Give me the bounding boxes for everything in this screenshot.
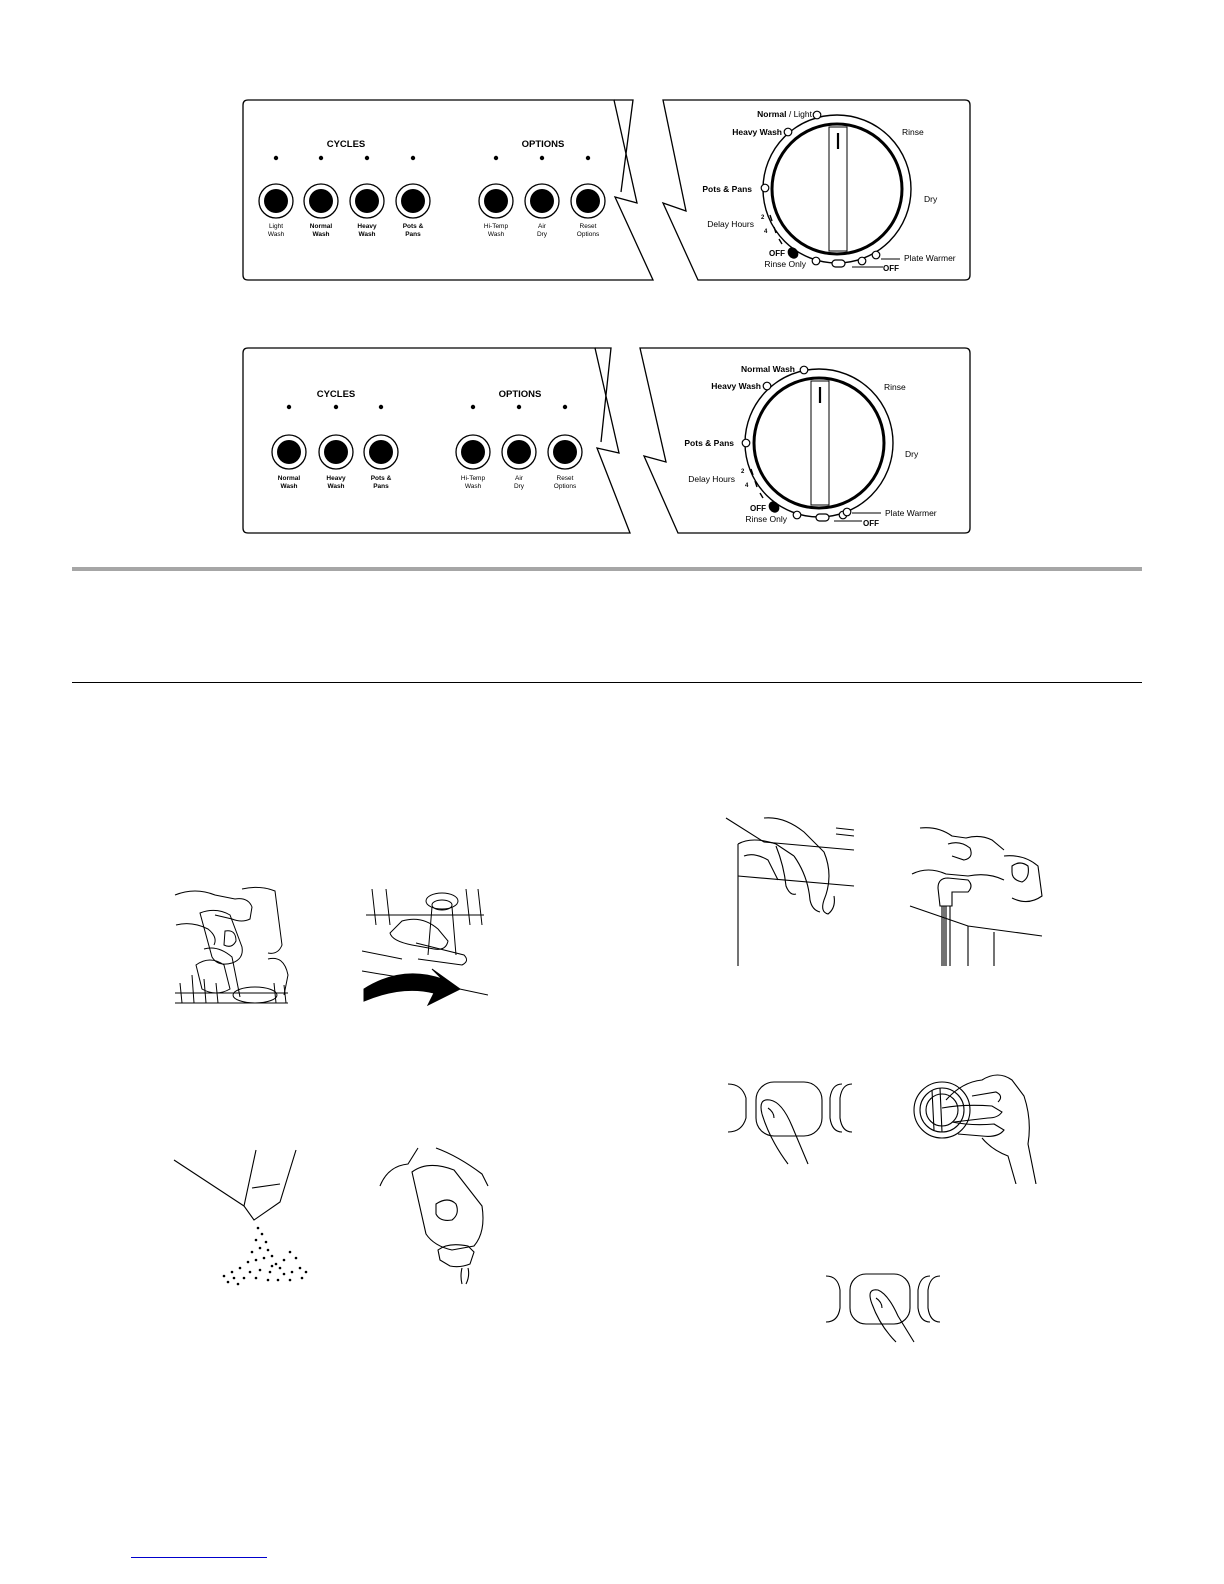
dial-label-dry: Dry — [905, 449, 919, 459]
indicator-light — [411, 156, 415, 160]
dial-position-marker — [742, 439, 750, 447]
button-label: Wash — [280, 483, 298, 490]
control-panel-1 — [240, 97, 972, 293]
button-label: Pans — [373, 483, 389, 490]
button-label: Options — [576, 231, 600, 238]
dial-label-delay-2: 2 — [761, 215, 765, 221]
button-label: Reset — [556, 475, 574, 482]
button-label: Air — [515, 475, 523, 482]
dial-label-delay-hours: Delay Hours — [688, 474, 735, 484]
dial-label-normal-wash: Normal Wash — [740, 364, 795, 374]
dial-label-heavy-wash: Heavy Wash — [732, 127, 782, 137]
control-panel-2-drawing — [240, 345, 972, 541]
indicator-light — [334, 405, 338, 409]
dial-label-delay-hours: Delay Hours — [707, 219, 754, 229]
dial-label-rinse-only: Rinse Only — [745, 514, 787, 524]
options-heading: OPTIONS — [498, 389, 542, 400]
pressing-cycle-button-illustration — [724, 1078, 856, 1166]
dial-position-marker — [812, 257, 820, 265]
button-label: Pans — [405, 231, 421, 238]
indicator-light — [365, 156, 369, 160]
cycle-button-heavy-wash[interactable] — [350, 156, 384, 238]
option-button-air-dry[interactable] — [525, 156, 559, 238]
section-rule-top — [72, 567, 1142, 571]
cycle-button-heavy-wash[interactable] — [319, 405, 353, 490]
button-label: Hi-Temp — [483, 223, 509, 230]
turning-dial-illustration — [912, 1060, 1040, 1184]
dial-label-normal-light: Normal / Light — [757, 109, 812, 119]
dial-label-off-right: OFF — [883, 264, 899, 273]
button-label: Dry — [536, 231, 548, 238]
dial-label-pots-pans: Pots & Pans — [684, 438, 734, 448]
indicator-light — [586, 156, 590, 160]
button-label: Light — [268, 223, 284, 230]
dial-label-dry: Dry — [924, 194, 938, 204]
button-label: Hi-Temp — [460, 475, 486, 482]
dial-position-marker — [761, 184, 769, 192]
dial-label-plate-warmer: Plate Warmer — [885, 508, 937, 518]
footer-link-underline — [131, 1557, 267, 1558]
dial-position-marker — [784, 128, 792, 136]
indicator-light — [517, 405, 521, 409]
dial-label-rinse: Rinse — [902, 127, 924, 137]
dial-label-off-right: OFF — [863, 519, 879, 528]
dial-label-off: OFF — [750, 504, 766, 513]
cycle-button-pots-pans[interactable] — [364, 405, 398, 490]
button-label: Dry — [513, 483, 525, 490]
button-label: Reset — [579, 223, 597, 230]
button-label: Wash — [487, 231, 505, 238]
dial-label-off: OFF — [769, 249, 785, 258]
option-button-hi-temp-wash[interactable] — [479, 156, 513, 238]
dial-position-marker — [816, 514, 829, 521]
spray-arm-illustration — [362, 885, 488, 1007]
cycle-dial[interactable] — [742, 366, 893, 521]
indicator-light — [494, 156, 498, 160]
option-button-hi-temp-wash[interactable] — [456, 405, 490, 490]
dial-label-pots-pans: Pots & Pans — [702, 184, 752, 194]
pressing-start-button-illustration — [822, 1272, 944, 1344]
button-label: Wash — [267, 231, 285, 238]
powder-detergent-illustration — [172, 1148, 310, 1286]
dial-position-marker — [832, 260, 845, 267]
control-panel-2 — [240, 345, 972, 541]
dial-label-heavy-wash: Heavy Wash — [711, 381, 761, 391]
button-label: Options — [553, 483, 577, 490]
option-button-reset-options[interactable] — [548, 405, 582, 490]
option-button-reset-options[interactable] — [571, 156, 605, 238]
button-label: Wash — [358, 231, 376, 238]
loading-dishes-illustration — [170, 885, 290, 1007]
button-label: Pots & — [402, 223, 424, 230]
dial-label-delay-4: 4 — [745, 483, 749, 489]
dial-position-marker — [763, 382, 771, 390]
indicator-light — [563, 405, 567, 409]
cycle-dial[interactable] — [761, 111, 911, 267]
indicator-light — [540, 156, 544, 160]
cycles-heading: CYCLES — [326, 139, 366, 150]
button-label: Wash — [327, 483, 345, 490]
indicator-light — [319, 156, 323, 160]
dial-label-plate-warmer: Plate Warmer — [904, 253, 956, 263]
cycles-heading: CYCLES — [316, 389, 356, 400]
indicator-light — [287, 405, 291, 409]
cycle-button-light-wash[interactable] — [259, 156, 293, 238]
cycle-button-pots-pans[interactable] — [396, 156, 430, 238]
closing-door-illustration — [724, 816, 858, 968]
button-label: Pots & — [370, 475, 392, 482]
button-label: Normal — [277, 475, 301, 482]
dial-label-delay-2: 2 — [741, 469, 745, 475]
indicator-light — [471, 405, 475, 409]
button-label: Wash — [464, 483, 482, 490]
section-rule-bottom — [72, 682, 1142, 683]
button-label: Heavy — [326, 475, 346, 482]
running-hot-water-illustration — [908, 826, 1044, 968]
option-button-air-dry[interactable] — [502, 405, 536, 490]
button-label: Normal — [309, 223, 333, 230]
dial-position-marker — [858, 257, 866, 265]
button-label: Air — [538, 223, 546, 230]
dial-position-marker — [813, 111, 821, 119]
dial-label-rinse: Rinse — [884, 382, 906, 392]
cycle-button-normal-wash[interactable] — [272, 405, 306, 490]
liquid-detergent-illustration — [378, 1146, 494, 1286]
button-label: Heavy — [357, 223, 377, 230]
button-label: Wash — [312, 231, 330, 238]
dial-label-rinse-only: Rinse Only — [764, 259, 806, 269]
options-heading: OPTIONS — [521, 139, 565, 150]
dial-label-delay-4: 4 — [764, 229, 768, 235]
indicator-light — [274, 156, 278, 160]
dial-position-marker — [800, 366, 808, 374]
indicator-light — [379, 405, 383, 409]
control-panel-1-drawing — [240, 97, 972, 293]
cycle-button-normal-wash[interactable] — [304, 156, 338, 238]
dial-position-marker — [793, 511, 801, 519]
dial-position-marker — [872, 251, 880, 259]
dial-position-marker — [843, 508, 851, 516]
